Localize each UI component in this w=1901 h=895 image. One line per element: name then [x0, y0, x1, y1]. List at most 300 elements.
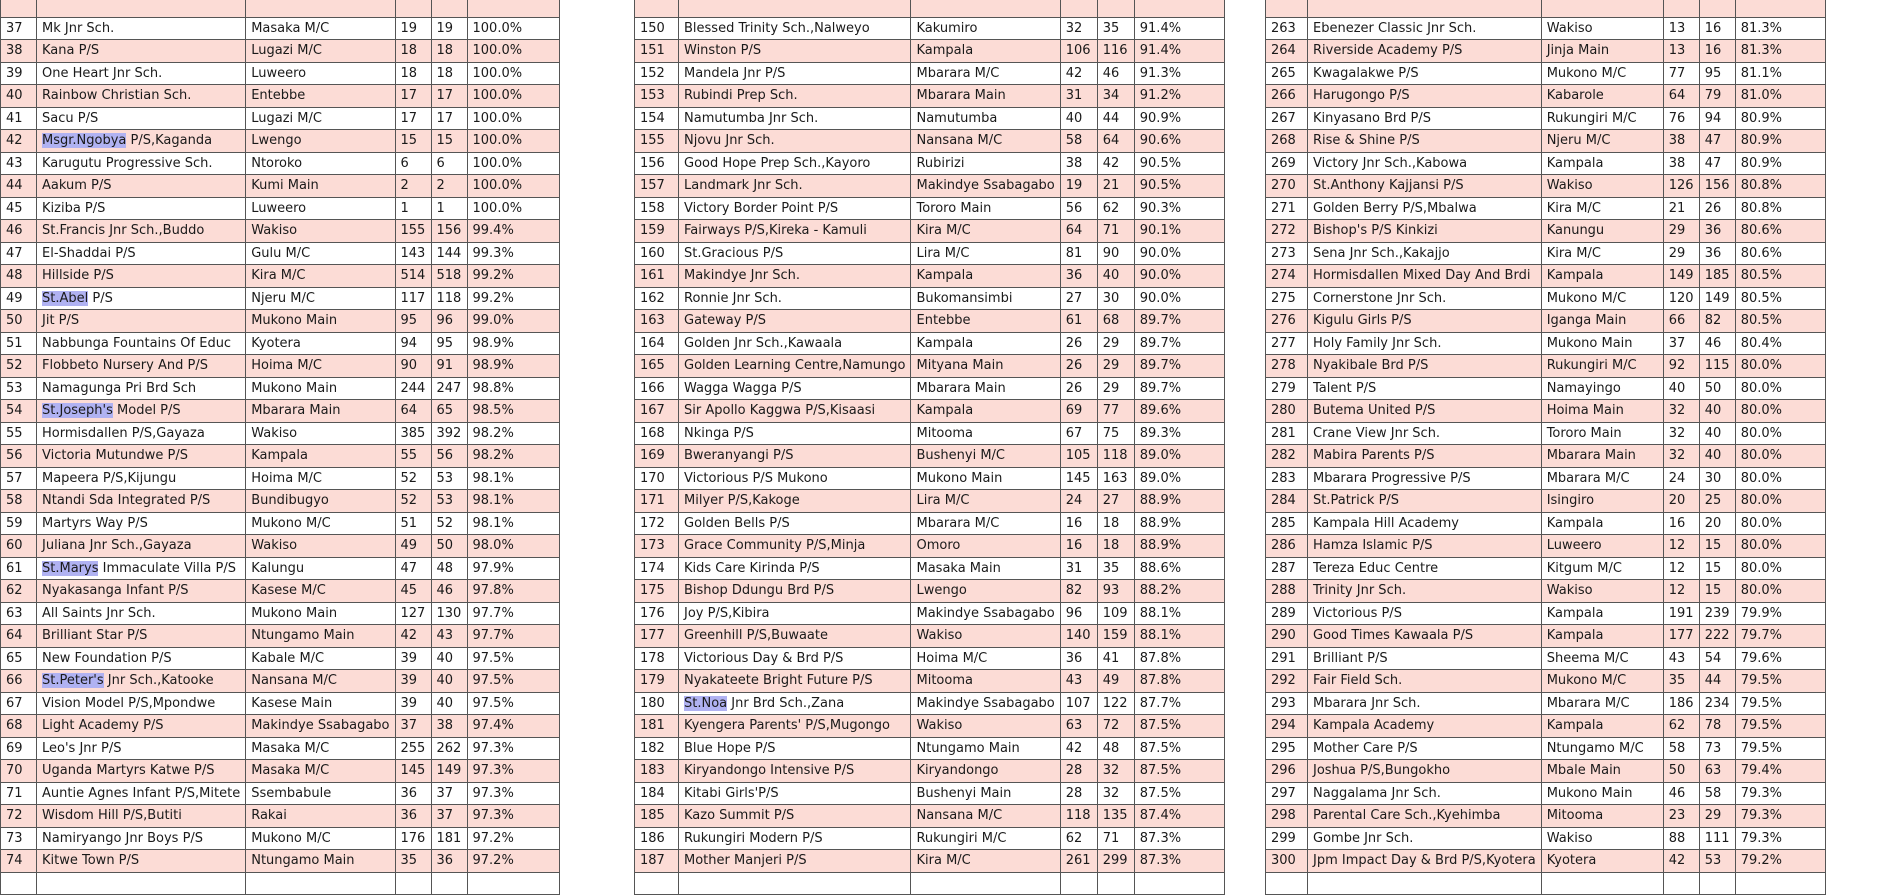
rank-cell[interactable]: 267 — [1266, 107, 1308, 130]
rank-cell[interactable]: 51 — [1, 332, 37, 355]
school-name-cell[interactable]: Ebenezer Classic Jnr Sch. — [1308, 17, 1542, 40]
school-name-cell[interactable]: Kinyasano Brd P/S — [1308, 107, 1542, 130]
percentage-cell[interactable] — [467, 872, 559, 895]
rank-cell[interactable]: 185 — [635, 805, 679, 828]
school-name-cell[interactable]: Victorious Day & Brd P/S — [679, 647, 911, 670]
passed-cell[interactable]: 47 — [395, 557, 431, 580]
passed-cell[interactable]: 35 — [1663, 670, 1699, 693]
candidates-cell[interactable]: 49 — [1097, 670, 1134, 693]
percentage-cell[interactable]: 90.0% — [1134, 265, 1224, 288]
candidates-cell[interactable]: 156 — [1699, 175, 1735, 198]
candidates-cell[interactable]: 48 — [431, 557, 467, 580]
percentage-cell[interactable]: 79.5% — [1735, 715, 1825, 738]
percentage-cell[interactable]: 80.6% — [1735, 220, 1825, 243]
passed-cell[interactable]: 37 — [395, 715, 431, 738]
candidates-cell[interactable]: 1 — [431, 197, 467, 220]
school-name-cell[interactable]: Milyer P/S,Kakoge — [679, 490, 911, 513]
rank-cell[interactable]: 174 — [635, 557, 679, 580]
district-cell[interactable]: Kiryandongo — [911, 760, 1060, 783]
rank-cell[interactable]: 40 — [1, 85, 37, 108]
passed-cell[interactable]: 31 — [1060, 557, 1097, 580]
passed-cell[interactable]: 149 — [1663, 265, 1699, 288]
candidates-cell[interactable]: 95 — [431, 332, 467, 355]
candidates-cell[interactable]: 93 — [1097, 580, 1134, 603]
school-name-cell[interactable]: Kwagalakwe P/S — [1308, 62, 1542, 85]
percentage-cell[interactable]: 80.6% — [1735, 242, 1825, 265]
passed-cell[interactable]: 140 — [1060, 625, 1097, 648]
passed-cell[interactable]: 63 — [1060, 715, 1097, 738]
candidates-cell[interactable]: 159 — [1097, 625, 1134, 648]
candidates-cell[interactable]: 15 — [431, 130, 467, 153]
candidates-cell[interactable]: 26 — [1699, 197, 1735, 220]
school-name-cell[interactable]: Rainbow Christian Sch. — [37, 85, 246, 108]
school-name-cell[interactable]: Holy Family Jnr Sch. — [1308, 332, 1542, 355]
district-cell[interactable]: Lugazi M/C — [246, 107, 395, 130]
rank-cell[interactable]: 283 — [1266, 467, 1308, 490]
rank-cell[interactable]: 264 — [1266, 40, 1308, 63]
passed-cell[interactable]: 36 — [1060, 647, 1097, 670]
district-cell[interactable]: Rukungiri M/C — [1541, 355, 1663, 378]
district-cell[interactable]: Kira M/C — [1541, 242, 1663, 265]
candidates-cell[interactable]: 47 — [1699, 130, 1735, 153]
passed-cell[interactable]: 38 — [1663, 152, 1699, 175]
rank-cell[interactable]: 50 — [1, 310, 37, 333]
rank-cell[interactable]: 268 — [1266, 130, 1308, 153]
district-cell[interactable]: Ntungamo Main — [911, 737, 1060, 760]
district-cell[interactable]: Mbarara Main — [911, 377, 1060, 400]
rank-cell[interactable]: 151 — [635, 40, 679, 63]
rank-cell[interactable]: 296 — [1266, 760, 1308, 783]
district-cell[interactable]: Mukono M/C — [246, 512, 395, 535]
school-name-cell[interactable]: Mother Care P/S — [1308, 737, 1542, 760]
school-name-cell[interactable]: Joshua P/S,Bungokho — [1308, 760, 1542, 783]
district-cell[interactable]: Kira M/C — [246, 265, 395, 288]
school-name-cell[interactable]: Bweranyangi P/S — [679, 445, 911, 468]
school-name-cell[interactable]: Jit P/S — [37, 310, 246, 333]
percentage-cell[interactable]: 91.3% — [1134, 62, 1224, 85]
school-name-cell[interactable]: Martyrs Way P/S — [37, 512, 246, 535]
percentage-cell[interactable]: 100.0% — [467, 107, 559, 130]
rank-cell[interactable]: 172 — [635, 512, 679, 535]
candidates-cell[interactable]: 65 — [431, 400, 467, 423]
district-cell[interactable]: Bushenyi Main — [911, 782, 1060, 805]
candidates-cell[interactable]: 71 — [1097, 220, 1134, 243]
passed-cell[interactable]: 16 — [1663, 512, 1699, 535]
rank-cell[interactable]: 156 — [635, 152, 679, 175]
district-cell[interactable]: Mbarara Main — [246, 400, 395, 423]
district-cell[interactable]: Wakiso — [911, 715, 1060, 738]
rank-cell[interactable]: 65 — [1, 647, 37, 670]
rank-cell[interactable]: 46 — [1, 220, 37, 243]
rank-cell[interactable]: 68 — [1, 715, 37, 738]
percentage-cell[interactable]: 100.0% — [467, 85, 559, 108]
district-cell[interactable]: Mukono M/C — [1541, 287, 1663, 310]
district-cell[interactable]: Mbarara Main — [1541, 445, 1663, 468]
rank-cell[interactable]: 55 — [1, 422, 37, 445]
school-name-cell[interactable]: Ntandi Sda Integrated P/S — [37, 490, 246, 513]
district-cell[interactable]: Nansana M/C — [246, 670, 395, 693]
school-name-cell[interactable]: Rise & Shine P/S — [1308, 130, 1542, 153]
passed-cell[interactable]: 143 — [395, 242, 431, 265]
passed-cell[interactable]: 12 — [1663, 535, 1699, 558]
candidates-cell[interactable]: 36 — [1699, 242, 1735, 265]
passed-cell[interactable]: 191 — [1663, 602, 1699, 625]
school-name-cell[interactable]: Light Academy P/S — [37, 715, 246, 738]
percentage-cell[interactable]: 79.5% — [1735, 670, 1825, 693]
school-name-cell[interactable]: St.Anthony Kajjansi P/S — [1308, 175, 1542, 198]
percentage-cell[interactable]: 79.3% — [1735, 827, 1825, 850]
candidates-cell[interactable]: 41 — [1097, 647, 1134, 670]
rank-cell[interactable]: 271 — [1266, 197, 1308, 220]
candidates-cell[interactable]: 46 — [1097, 62, 1134, 85]
school-name-cell[interactable]: St.Peter's Jnr Sch.,Katooke — [37, 670, 246, 693]
percentage-cell[interactable]: 97.2% — [467, 850, 559, 873]
school-name-cell[interactable]: Rubindi Prep Sch. — [679, 85, 911, 108]
district-cell[interactable]: Kyotera — [1541, 850, 1663, 873]
district-cell[interactable]: Kampala — [911, 332, 1060, 355]
school-name-cell[interactable]: El-Shaddai P/S — [37, 242, 246, 265]
percentage-cell[interactable]: 87.5% — [1134, 737, 1224, 760]
passed-cell[interactable]: 36 — [395, 782, 431, 805]
rank-cell[interactable]: 166 — [635, 377, 679, 400]
school-name-cell[interactable]: Golden Berry P/S,Mbalwa — [1308, 197, 1542, 220]
candidates-cell[interactable]: 78 — [1699, 715, 1735, 738]
district-cell[interactable]: Ntungamo Main — [246, 850, 395, 873]
passed-cell[interactable]: 13 — [1663, 17, 1699, 40]
district-cell[interactable]: Njeru M/C — [1541, 130, 1663, 153]
passed-cell[interactable]: 18 — [395, 62, 431, 85]
candidates-cell[interactable]: 36 — [431, 850, 467, 873]
district-cell[interactable]: Mbale Main — [1541, 760, 1663, 783]
rank-cell[interactable]: 294 — [1266, 715, 1308, 738]
passed-cell[interactable]: 50 — [1663, 760, 1699, 783]
school-name-cell[interactable]: Mapeera P/S,Kijungu — [37, 467, 246, 490]
district-cell[interactable]: Mukono Main — [1541, 782, 1663, 805]
candidates-cell[interactable]: 90 — [1097, 242, 1134, 265]
rank-cell[interactable]: 272 — [1266, 220, 1308, 243]
passed-cell[interactable]: 176 — [395, 827, 431, 850]
passed-cell[interactable]: 107 — [1060, 692, 1097, 715]
school-name-cell[interactable]: Vision Model P/S,Mpondwe — [37, 692, 246, 715]
candidates-cell[interactable]: 50 — [1699, 377, 1735, 400]
percentage-cell[interactable]: 100.0% — [467, 175, 559, 198]
passed-cell[interactable]: 38 — [1060, 152, 1097, 175]
percentage-cell[interactable]: 80.0% — [1735, 580, 1825, 603]
percentage-cell[interactable]: 97.7% — [467, 625, 559, 648]
percentage-cell[interactable]: 100.0% — [467, 197, 559, 220]
candidates-cell[interactable]: 40 — [1097, 265, 1134, 288]
percentage-cell[interactable]: 88.9% — [1134, 535, 1224, 558]
school-name-cell[interactable]: St.Noa Jnr Brd Sch.,Zana — [679, 692, 911, 715]
rank-cell[interactable]: 276 — [1266, 310, 1308, 333]
district-cell[interactable]: Entebbe — [246, 85, 395, 108]
district-cell[interactable]: Kampala — [1541, 265, 1663, 288]
rank-cell[interactable]: 45 — [1, 197, 37, 220]
district-cell[interactable]: Kitgum M/C — [1541, 557, 1663, 580]
rank-cell[interactable]: 70 — [1, 760, 37, 783]
school-name-cell[interactable]: Uganda Martyrs Katwe P/S — [37, 760, 246, 783]
district-cell[interactable]: Wakiso — [246, 422, 395, 445]
school-name-cell[interactable] — [1308, 0, 1542, 17]
passed-cell[interactable]: 145 — [395, 760, 431, 783]
district-cell[interactable]: Mukono M/C — [1541, 62, 1663, 85]
school-name-cell[interactable]: Talent P/S — [1308, 377, 1542, 400]
district-cell[interactable]: Mukono Main — [1541, 332, 1663, 355]
candidates-cell[interactable]: 20 — [1699, 512, 1735, 535]
school-name-cell[interactable]: Blue Hope P/S — [679, 737, 911, 760]
school-name-cell[interactable]: Blessed Trinity Sch.,Nalweyo — [679, 17, 911, 40]
rank-cell[interactable]: 69 — [1, 737, 37, 760]
district-cell[interactable]: Lugazi M/C — [246, 40, 395, 63]
candidates-cell[interactable]: 518 — [431, 265, 467, 288]
school-name-cell[interactable]: Kids Care Kirinda P/S — [679, 557, 911, 580]
school-name-cell[interactable]: Hormisdallen Mixed Day And Brdi — [1308, 265, 1542, 288]
district-cell[interactable]: Namutumba — [911, 107, 1060, 130]
percentage-cell[interactable] — [1735, 0, 1825, 17]
candidates-cell[interactable]: 15 — [1699, 580, 1735, 603]
passed-cell[interactable]: 20 — [1663, 490, 1699, 513]
rank-cell[interactable]: 153 — [635, 85, 679, 108]
percentage-cell[interactable]: 99.4% — [467, 220, 559, 243]
passed-cell[interactable]: 13 — [1663, 40, 1699, 63]
rank-cell[interactable]: 180 — [635, 692, 679, 715]
district-cell[interactable]: Mbarara M/C — [1541, 692, 1663, 715]
passed-cell[interactable]: 42 — [1060, 737, 1097, 760]
school-name-cell[interactable] — [679, 0, 911, 17]
rank-cell[interactable]: 48 — [1, 265, 37, 288]
district-cell[interactable]: Lira M/C — [911, 490, 1060, 513]
percentage-cell[interactable]: 90.5% — [1134, 175, 1224, 198]
percentage-cell[interactable]: 89.7% — [1134, 332, 1224, 355]
school-name-cell[interactable]: Makindye Jnr Sch. — [679, 265, 911, 288]
passed-cell[interactable]: 76 — [1663, 107, 1699, 130]
percentage-cell[interactable]: 79.3% — [1735, 782, 1825, 805]
passed-cell[interactable]: 40 — [1060, 107, 1097, 130]
passed-cell[interactable]: 16 — [1060, 535, 1097, 558]
district-cell[interactable]: Mukono M/C — [246, 827, 395, 850]
passed-cell[interactable]: 6 — [395, 152, 431, 175]
district-cell[interactable]: Kabarole — [1541, 85, 1663, 108]
percentage-cell[interactable]: 97.9% — [467, 557, 559, 580]
percentage-cell[interactable]: 87.5% — [1134, 782, 1224, 805]
percentage-cell[interactable]: 87.5% — [1134, 760, 1224, 783]
passed-cell[interactable]: 52 — [395, 467, 431, 490]
candidates-cell[interactable]: 52 — [431, 512, 467, 535]
school-name-cell[interactable]: Fairways P/S,Kireka - Kamuli — [679, 220, 911, 243]
candidates-cell[interactable]: 144 — [431, 242, 467, 265]
district-cell[interactable]: Masaka Main — [911, 557, 1060, 580]
rank-cell[interactable]: 278 — [1266, 355, 1308, 378]
district-cell[interactable]: Nansana M/C — [911, 805, 1060, 828]
candidates-cell[interactable]: 30 — [1097, 287, 1134, 310]
passed-cell[interactable]: 81 — [1060, 242, 1097, 265]
passed-cell[interactable]: 26 — [1060, 377, 1097, 400]
school-name-cell[interactable]: Naggalama Jnr Sch. — [1308, 782, 1542, 805]
school-name-cell[interactable]: Hormisdallen P/S,Gayaza — [37, 422, 246, 445]
passed-cell[interactable]: 46 — [1663, 782, 1699, 805]
passed-cell[interactable]: 49 — [395, 535, 431, 558]
rank-cell[interactable] — [1266, 872, 1308, 895]
percentage-cell[interactable]: 99.0% — [467, 310, 559, 333]
rank-cell[interactable]: 41 — [1, 107, 37, 130]
rank-cell[interactable]: 291 — [1266, 647, 1308, 670]
percentage-cell[interactable]: 97.2% — [467, 827, 559, 850]
rank-cell[interactable]: 73 — [1, 827, 37, 850]
rank-cell[interactable]: 171 — [635, 490, 679, 513]
school-name-cell[interactable]: Rukungiri Modern P/S — [679, 827, 911, 850]
candidates-cell[interactable]: 29 — [1097, 332, 1134, 355]
rank-cell[interactable]: 266 — [1266, 85, 1308, 108]
school-name-cell[interactable]: Nyakibale Brd P/S — [1308, 355, 1542, 378]
rank-cell[interactable]: 184 — [635, 782, 679, 805]
passed-cell[interactable]: 42 — [395, 625, 431, 648]
passed-cell[interactable]: 35 — [395, 850, 431, 873]
rank-cell[interactable]: 280 — [1266, 400, 1308, 423]
percentage-cell[interactable]: 89.7% — [1134, 377, 1224, 400]
rank-cell[interactable]: 61 — [1, 557, 37, 580]
school-name-cell[interactable] — [37, 872, 246, 895]
school-name-cell[interactable]: Nyakateete Bright Future P/S — [679, 670, 911, 693]
district-cell[interactable]: Hoima M/C — [246, 467, 395, 490]
rank-cell[interactable]: 66 — [1, 670, 37, 693]
rank-cell[interactable]: 64 — [1, 625, 37, 648]
rank-cell[interactable]: 287 — [1266, 557, 1308, 580]
candidates-cell[interactable]: 58 — [1699, 782, 1735, 805]
rank-cell[interactable]: 162 — [635, 287, 679, 310]
candidates-cell[interactable]: 18 — [1097, 535, 1134, 558]
rank-cell[interactable]: 164 — [635, 332, 679, 355]
candidates-cell[interactable]: 2 — [431, 175, 467, 198]
candidates-cell[interactable]: 38 — [431, 715, 467, 738]
percentage-cell[interactable]: 79.3% — [1735, 805, 1825, 828]
rank-cell[interactable]: 38 — [1, 40, 37, 63]
school-name-cell[interactable]: Harugongo P/S — [1308, 85, 1542, 108]
rank-cell[interactable]: 67 — [1, 692, 37, 715]
percentage-cell[interactable]: 90.3% — [1134, 197, 1224, 220]
percentage-cell[interactable]: 100.0% — [467, 130, 559, 153]
candidates-cell[interactable]: 135 — [1097, 805, 1134, 828]
percentage-cell[interactable]: 89.3% — [1134, 422, 1224, 445]
percentage-cell[interactable]: 90.5% — [1134, 152, 1224, 175]
school-name-cell[interactable]: Kampala Hill Academy — [1308, 512, 1542, 535]
passed-cell[interactable]: 64 — [395, 400, 431, 423]
school-name-cell[interactable]: Sacu P/S — [37, 107, 246, 130]
rank-cell[interactable]: 63 — [1, 602, 37, 625]
school-name-cell[interactable]: Kigulu Girls P/S — [1308, 310, 1542, 333]
school-name-cell[interactable]: Gombe Jnr Sch. — [1308, 827, 1542, 850]
candidates-cell[interactable]: 149 — [1699, 287, 1735, 310]
school-name-cell[interactable]: Cornerstone Jnr Sch. — [1308, 287, 1542, 310]
percentage-cell[interactable]: 88.1% — [1134, 625, 1224, 648]
school-name-cell[interactable]: New Foundation P/S — [37, 647, 246, 670]
candidates-cell[interactable]: 91 — [431, 355, 467, 378]
district-cell[interactable]: Lira M/C — [911, 242, 1060, 265]
passed-cell[interactable]: 18 — [395, 40, 431, 63]
school-name-cell[interactable]: St.Joseph's Model P/S — [37, 400, 246, 423]
passed-cell[interactable]: 29 — [1663, 220, 1699, 243]
school-name-cell[interactable]: St.Patrick P/S — [1308, 490, 1542, 513]
percentage-cell[interactable]: 80.9% — [1735, 107, 1825, 130]
district-cell[interactable]: Mukono Main — [246, 310, 395, 333]
candidates-cell[interactable]: 156 — [431, 220, 467, 243]
candidates-cell[interactable] — [1097, 872, 1134, 895]
school-name-cell[interactable]: Namutumba Jnr Sch. — [679, 107, 911, 130]
percentage-cell[interactable]: 91.4% — [1134, 17, 1224, 40]
passed-cell[interactable]: 28 — [1060, 760, 1097, 783]
percentage-cell[interactable]: 81.1% — [1735, 62, 1825, 85]
rank-cell[interactable]: 288 — [1266, 580, 1308, 603]
passed-cell[interactable]: 12 — [1663, 580, 1699, 603]
percentage-cell[interactable]: 79.7% — [1735, 625, 1825, 648]
district-cell[interactable]: Makindye Ssabagabo — [911, 692, 1060, 715]
candidates-cell[interactable]: 109 — [1097, 602, 1134, 625]
candidates-cell[interactable]: 163 — [1097, 467, 1134, 490]
district-cell[interactable]: Ntungamo M/C — [1541, 737, 1663, 760]
school-name-cell[interactable]: Sir Apollo Kaggwa P/S,Kisaasi — [679, 400, 911, 423]
passed-cell[interactable]: 32 — [1663, 422, 1699, 445]
candidates-cell[interactable]: 29 — [1699, 805, 1735, 828]
district-cell[interactable] — [911, 872, 1060, 895]
rank-cell[interactable]: 277 — [1266, 332, 1308, 355]
percentage-cell[interactable]: 89.0% — [1134, 467, 1224, 490]
percentage-cell[interactable]: 87.5% — [1134, 715, 1224, 738]
school-name-cell[interactable]: Brilliant P/S — [1308, 647, 1542, 670]
district-cell[interactable]: Ssembabule — [246, 782, 395, 805]
district-cell[interactable]: Wakiso — [246, 535, 395, 558]
district-cell[interactable]: Mbarara Main — [911, 85, 1060, 108]
district-cell[interactable]: Kira M/C — [1541, 197, 1663, 220]
percentage-cell[interactable]: 87.8% — [1134, 670, 1224, 693]
candidates-cell[interactable]: 32 — [1097, 782, 1134, 805]
passed-cell[interactable]: 24 — [1060, 490, 1097, 513]
school-name-cell[interactable]: Ronnie Jnr Sch. — [679, 287, 911, 310]
percentage-cell[interactable]: 79.2% — [1735, 850, 1825, 873]
school-name-cell[interactable]: Riverside Academy P/S — [1308, 40, 1542, 63]
candidates-cell[interactable]: 79 — [1699, 85, 1735, 108]
candidates-cell[interactable]: 247 — [431, 377, 467, 400]
district-cell[interactable]: Kampala — [1541, 715, 1663, 738]
passed-cell[interactable]: 1 — [395, 197, 431, 220]
percentage-cell[interactable]: 97.5% — [467, 647, 559, 670]
rank-cell[interactable]: 176 — [635, 602, 679, 625]
district-cell[interactable]: Rakai — [246, 805, 395, 828]
district-cell[interactable]: Bushenyi M/C — [911, 445, 1060, 468]
school-name-cell[interactable]: Nyakasanga Infant P/S — [37, 580, 246, 603]
rank-cell[interactable] — [1266, 0, 1308, 17]
percentage-cell[interactable]: 99.2% — [467, 287, 559, 310]
percentage-cell[interactable] — [1134, 0, 1224, 17]
percentage-cell[interactable]: 98.2% — [467, 445, 559, 468]
school-name-cell[interactable]: Grace Community P/S,Minja — [679, 535, 911, 558]
candidates-cell[interactable]: 46 — [1699, 332, 1735, 355]
percentage-cell[interactable]: 97.3% — [467, 737, 559, 760]
candidates-cell[interactable]: 72 — [1097, 715, 1134, 738]
candidates-cell[interactable]: 82 — [1699, 310, 1735, 333]
school-name-cell[interactable]: Mabira Parents P/S — [1308, 445, 1542, 468]
rank-cell[interactable]: 269 — [1266, 152, 1308, 175]
district-cell[interactable]: Omoro — [911, 535, 1060, 558]
candidates-cell[interactable]: 43 — [431, 625, 467, 648]
passed-cell[interactable]: 94 — [395, 332, 431, 355]
school-name-cell[interactable]: Msgr.Ngobya P/S,Kaganda — [37, 130, 246, 153]
percentage-cell[interactable]: 97.4% — [467, 715, 559, 738]
district-cell[interactable]: Tororo Main — [911, 197, 1060, 220]
school-name-cell[interactable]: Juliana Jnr Sch.,Gayaza — [37, 535, 246, 558]
rank-cell[interactable]: 187 — [635, 850, 679, 873]
candidates-cell[interactable]: 29 — [1097, 355, 1134, 378]
district-cell[interactable]: Masaka M/C — [246, 17, 395, 40]
candidates-cell[interactable]: 111 — [1699, 827, 1735, 850]
